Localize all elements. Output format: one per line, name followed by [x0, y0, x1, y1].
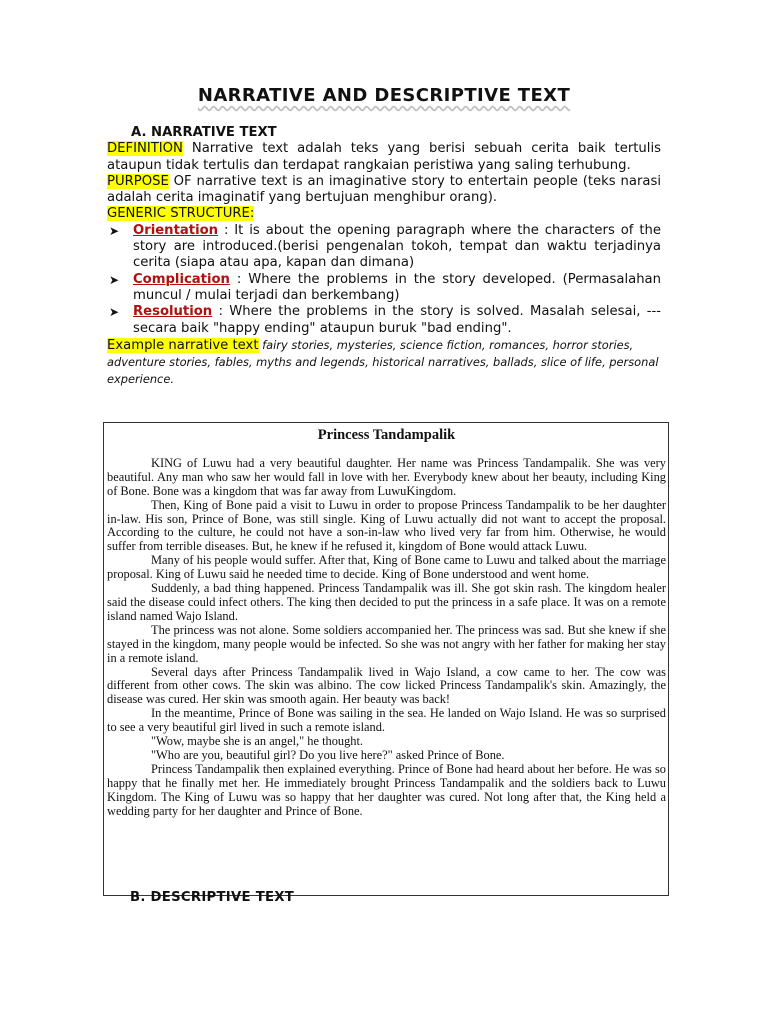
- page-title: NARRATIVE AND DESCRIPTIVE TEXT: [197, 85, 571, 106]
- story-paragraph: Several days after Princess Tandampalik lived in Wajo Island, a cow came to her. The cow was different from other cows. The skin was albino. The cow licked Princess Tandampalik's skin. Amazingly, the disease was cured. Her skin was smooth again. Her beauty was back!: [107, 664, 666, 707]
- section-b-heading: B. DESCRIPTIVE TEXT: [130, 890, 295, 905]
- story-paragraph: Then, King of Bone paid a visit to Luwu in order to propose Princess Tandampalik to be her daughter in-law. His son, Prince of Bone, was still single. King of Luwu actually did not want to accept the proposal. According to the culture, he could not have a son-in-law who lived very far from him. Otherwise, he would suffer from terrible diseases. But, he knew if he refused it, kingdom of Bone would attack Luwu.: [107, 497, 666, 554]
- purpose-text: OF narrative text is an imaginative story to entertain people (teks narasi adalah cerita imaginatif yang bertujuan menghibur orang).: [107, 173, 661, 206]
- purpose-paragraph: [107, 174, 661, 207]
- story-paragraph: "Wow, maybe she is an angel," he thought.: [151, 734, 364, 749]
- generic-structure-label: GENERIC STRUCTURE:: [107, 206, 255, 222]
- example-paragraph: [107, 337, 661, 389]
- story-paragraph: Princess Tandampalik then explained everything. Prince of Bone had heard about her before. He was so happy that he finally met her. He immediately brought Princess Tandampalik and the soldiers back to Luwu Kingdom. The King of Luwu was so happy that her daughter was cured. Not long after that, the King held a wedding party for her daughter and Prince of Bone.: [107, 761, 666, 818]
- definition-label: DEFINITION: [107, 141, 183, 157]
- resolution-text: : Where the problems in the story is solved. Masalah selesai, --- secara baik "happy ending" ataupun buruk "bad ending".: [133, 304, 661, 336]
- arrow-bullet-icon: ➤: [109, 223, 120, 238]
- structure-list: [107, 223, 661, 337]
- arrow-bullet-icon: ➤: [109, 305, 120, 320]
- complication-text: : Where the problems in the story developed. (Permasalahan muncul / mulai terjadi dan berkembang): [133, 271, 661, 303]
- section-a-heading: A. NARRATIVE TEXT: [131, 125, 277, 140]
- definition-text: Narrative text adalah teks yang berisi sebuah cerita baik tertulis ataupun tidak tertulis dan terdapat rangkaian peristiwa yang saling terhubung.: [107, 141, 661, 173]
- generic-structure-heading: [107, 206, 661, 222]
- list-item: [107, 272, 661, 305]
- complication-term: Complication: [133, 271, 230, 287]
- list-item: [107, 223, 661, 272]
- definition-paragraph: [107, 141, 661, 174]
- arrow-bullet-icon: ➤: [109, 272, 120, 287]
- orientation-text: : It is about the opening paragraph where the characters of the story are introduced.(berisi pengenalan tokoh, tempat dan waktu terjadinya cerita (siapa atau apa, kapan dan dimana): [133, 222, 661, 271]
- story-paragraph: Many of his people would suffer. After that, King of Bone came to Luwu and talked about the marriage proposal. King of Luwu said he needed time to decide. King of Bone understood and went home.: [107, 553, 666, 582]
- narrative-section: [107, 125, 661, 389]
- example-label: Example narrative text: [107, 337, 259, 353]
- purpose-label: PURPOSE: [107, 173, 169, 189]
- story-paragraph: Suddenly, a bad thing happened. Princess Tandampalik was ill. She got skin rash. The kingdom healer said the disease could infect others. The king then decided to put the princess in a safe place. It was on a remote island named Wajo Island.: [107, 581, 666, 623]
- story-paragraph: KING of Luwu had a very beautiful daughter. Her name was Princess Tandampalik. She was very beautiful. Any man who saw her would fall in love with her. Everybody knew about her beauty, including King of Bone. Bone was a kingdom that was far away from LuwuKingdom.: [107, 455, 666, 498]
- story-title: Princess Tandampalik: [317, 427, 456, 443]
- orientation-term: Orientation: [133, 222, 219, 238]
- story-paragraph: In the meantime, Prince of Bone was sailing in the sea. He landed on Wajo Island. He was so surprised to see a very beautiful girl lived in such a remote island.: [107, 706, 666, 735]
- story-paragraph: "Who are you, beautiful girl? Do you live here?" asked Prince of Bone.: [151, 747, 505, 762]
- resolution-term: Resolution: [133, 304, 213, 320]
- story-paragraph: The princess was not alone. Some soldiers accompanied her. The princess was sad. But she knew if she stayed in the kingdom, many people would be infected. So she was not angry with her father for making her stay in a remote island.: [107, 622, 666, 665]
- list-item: [107, 304, 661, 337]
- example-text: fairy stories, mysteries, science fiction, romances, horror stories, adventure stories, fables, myths and legends, historical narratives, ballads, slice of life, personal experience.: [107, 337, 659, 387]
- story-box: [103, 422, 669, 896]
